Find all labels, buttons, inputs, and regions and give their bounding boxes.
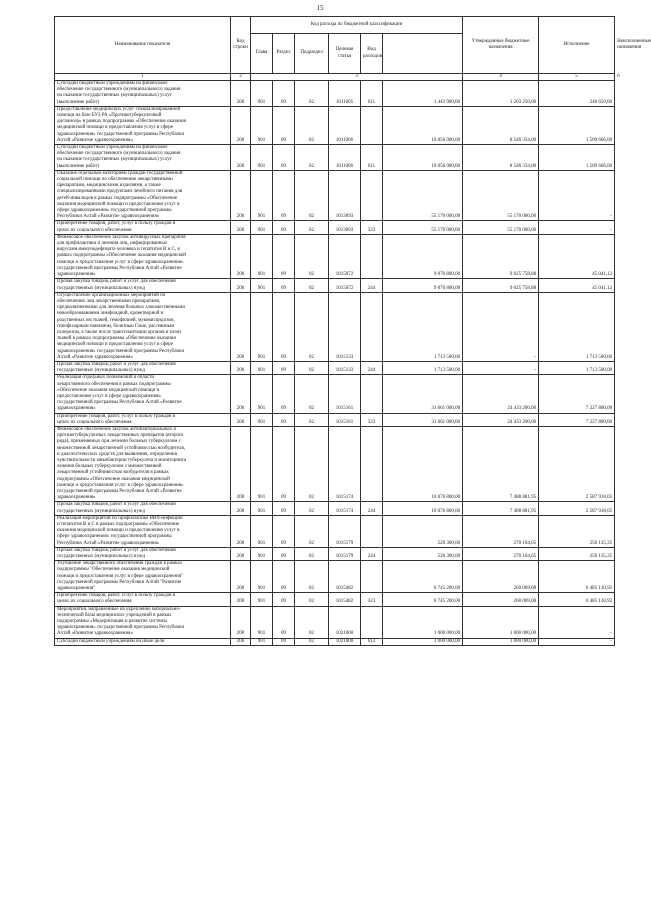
row-unexecuted: 45 041,12 [539,279,615,292]
row-name: Финансовое обеспечение закупок антивирусных препаратов для профилактики и лечения лиц, инфицированных вирусами иммунодефицита человека и гепатитов В и С, в рамках подпрограммы «Обеспечение оказания медицинской помощи и предоставления услуг в сфере здравоохранения» государственной программы Республики Алтай «Развитие здравоохранения» [55,234,231,278]
row-execution: 7 488 881,95 [463,502,539,515]
row-razdel: 09 [273,547,295,560]
row-unexecuted: 1 509 666,00 [539,145,615,171]
row-code: 200 [231,81,251,107]
row-execution: 8 546 334,00 [463,106,539,144]
table-row [55,234,615,278]
table-row [55,515,615,547]
row-code: 200 [231,502,251,515]
row-razdel: 09 [273,170,295,221]
row-execution: 7 488 881,95 [463,426,539,501]
row-code: 200 [231,547,251,560]
row-name: Субсидии бюджетным учреждениям на финансовое обеспечение государственного (муниципального) задания на оказание государственных (муниципальных) услуг (выполнение работ) [55,145,231,171]
row-code: 200 [231,426,251,501]
row-vid: 244 [361,502,383,515]
row-podrazdel: 02 [295,426,329,501]
row-vid: 611 [361,145,383,171]
row-unexecuted: - [539,221,615,234]
row-code: 200 [231,593,251,606]
table-row [55,547,615,560]
header-name: Наименование показателя [55,17,231,74]
row-vid: 612 [361,638,383,645]
row-target: 1015161 [329,413,361,426]
row-podrazdel: 02 [295,375,329,413]
header-razdel: Раздел [273,34,295,74]
row-approved: 31 661 000,00 [383,375,463,413]
row-unexecuted: 6 485 130,92 [539,593,615,606]
row-code: 200 [231,221,251,234]
row-code: 200 [231,561,251,593]
header-row-code: Код строки [231,17,251,74]
row-glava: 901 [251,413,273,426]
row-vid [361,234,383,278]
row-podrazdel: 02 [295,502,329,515]
row-razdel: 09 [273,234,295,278]
row-approved: 55 170 000,00 [383,221,463,234]
row-podrazdel: 02 [295,413,329,426]
row-execution: 270 164,65 [463,515,539,547]
row-code: 200 [231,170,251,221]
row-approved: 31 661 000,00 [383,413,463,426]
row-glava: 901 [251,292,273,361]
row-vid [361,561,383,593]
row-approved: 1 713 500,00 [383,292,463,361]
row-podrazdel: 02 [295,145,329,171]
table-row [55,561,615,593]
row-vid [361,170,383,221]
header-budget-code: Код расхода по бюджетной классификации [251,17,463,34]
row-podrazdel: 02 [295,547,329,560]
row-vid: 244 [361,361,383,374]
table-row [55,638,615,645]
row-glava: 901 [251,502,273,515]
row-execution: 1 000 000,00 [463,638,539,645]
row-approved: 10 076 800,00 [383,426,463,501]
row-execution: 8 546 334,00 [463,145,539,171]
row-podrazdel: 02 [295,561,329,593]
row-target: 1015133 [329,361,361,374]
row-podrazdel: 02 [295,292,329,361]
row-unexecuted: - [539,638,615,645]
row-razdel: 09 [273,515,295,547]
table-row [55,606,615,638]
row-glava: 901 [251,279,273,292]
row-target: 1015482 [329,561,361,593]
row-code: 200 [231,375,251,413]
row-vid: 611 [361,81,383,107]
row-razdel: 09 [273,638,295,645]
row-vid [361,606,383,638]
row-approved: 1 443 900,00 [383,81,463,107]
row-vid [361,426,383,501]
row-approved: 10 076 800,00 [383,502,463,515]
table-row [55,375,615,413]
header-vid: Вид расходов [361,34,383,74]
row-name: Субсидии бюджетным учреждениям на финансовое обеспечение государственного (муниципального) задания на оказание государственных (муниципальных) услуг (выполнение работ) [55,81,231,107]
row-approved: 1 000 000,00 [383,606,463,638]
row-razdel: 09 [273,361,295,374]
row-vid [361,375,383,413]
row-podrazdel: 02 [295,170,329,221]
row-name: Реализация отдельных полномочий в области лекарственного обеспечения в рамках подпрограммы «Обеспечение оказания медицинской помощи и предоставления услуг в сфере здравоохранения» государственной программы Республики Алтай «Развитие здравоохранения» [55,375,231,413]
row-target: 1011006 [329,106,361,144]
row-podrazdel: 02 [295,106,329,144]
row-vid: 244 [361,547,383,560]
row-execution: 1 203 250,00 [463,81,539,107]
row-name: Приобретение товаров, работ, услуг в пользу граждан в целях их социального обеспечения [55,221,231,234]
table-row [55,106,615,144]
header-target: Целевая статья [329,34,361,74]
header-execution: Исполнение [539,17,615,74]
row-unexecuted: 7 227 800,00 [539,375,615,413]
row-glava: 901 [251,170,273,221]
table-row [55,145,615,171]
row-code: 200 [231,638,251,645]
row-razdel: 09 [273,561,295,593]
row-name: Мероприятия, направленные на укрепление материально- технической базы медицинских учреждений в рамках подпрограммы «Модернизация и развитие системы здравоохранения» государственной программы Республики Алтай «Развитие здравоохранения» [55,606,231,638]
row-razdel: 09 [273,593,295,606]
table-row [55,221,615,234]
row-podrazdel: 02 [295,515,329,547]
row-name: Прочая закупка товаров, работ и услуг для обеспечения государственных (муниципальных) нужд [55,361,231,374]
row-execution: - [463,361,539,374]
row-podrazdel: 02 [295,279,329,292]
row-glava: 901 [251,638,273,645]
row-vid: 323 [361,413,383,426]
row-glava: 901 [251,606,273,638]
col-number: 4 [463,74,539,81]
row-execution: 1 000 000,00 [463,606,539,638]
row-code: 200 [231,413,251,426]
row-unexecuted: 2 587 918,05 [539,426,615,501]
row-target: 1015482 [329,593,361,606]
row-unexecuted: 45 041,12 [539,234,615,278]
header-podrazdel: Подраздел [295,34,329,74]
row-code: 200 [231,279,251,292]
row-target: 1015161 [329,375,361,413]
col-number: 2 [231,74,251,81]
row-target: 1011005 [329,81,361,107]
row-approved: 55 170 000,00 [383,170,463,221]
row-code: 200 [231,292,251,361]
row-execution: 24 433 200,00 [463,413,539,426]
row-code: 200 [231,234,251,278]
row-razdel: 09 [273,106,295,144]
row-razdel: 09 [273,502,295,515]
row-glava: 901 [251,515,273,547]
row-name: Приобретение товаров, работ, услуг в пользу граждан в целях их социального обеспечения [55,413,231,426]
row-approved: 6 745 200,00 [383,593,463,606]
row-glava: 901 [251,593,273,606]
row-target: 1021000 [329,606,361,638]
row-glava: 901 [251,547,273,560]
row-name: Оказание отдельным категориям граждан государственной социальной помощи по обеспечению лекарственными препаратами, медицинскими изделиями, а также специализированными продуктами лечебного питания для детей-инвалидов в рамках подпрограммы «Обеспечение оказания медицинской помощи и предоставления услуг в сфере здравоохранения» государственной программы Республики Алтай «Развитие здравоохранения» [55,170,231,221]
table-row [55,279,615,292]
row-podrazdel: 02 [295,606,329,638]
row-approved: 9 070 800,00 [383,234,463,278]
row-vid [361,515,383,547]
row-vid: 323 [361,593,383,606]
table-row [55,361,615,374]
row-execution: - [463,292,539,361]
row-podrazdel: 02 [295,638,329,645]
row-target: 1011006 [329,145,361,171]
row-execution: 270 164,65 [463,547,539,560]
row-code: 200 [231,106,251,144]
row-name: Реализация мероприятий по профилактике ВИЧ-инфекции и гепатитов В и С в рамках подпрограммы «Обеспечение оказания медицинской помощи и предоставления услуг в сфере здравоохранения» государственной программы Республики Алтай «Развитие здравоохранения» [55,515,231,547]
row-unexecuted: 240 650,00 [539,81,615,107]
col-number: 3 [251,74,463,81]
row-target: 1015072 [329,279,361,292]
row-name: Прочая закупка товаров, работ и услуг для обеспечения государственных (муниципальных) нужд [55,279,231,292]
row-name: Осуществление организационных мероприятий по обеспечению лиц лекарственными препаратами, предназначенными для лечения больных злокачественными новообразованиями лимфоидной, кроветворной и родственных им тканей, гемофилией, муковисцидозом, гипофизарным нанизмом, болезнью Гоше, рассеянным склерозом, а также после трансплантации органов и (или) тканей в рамках подпрограммы «Обеспечение оказания медицинской помощи и предоставления услуг в сфере здравоохранения» государственной программы Республики Алтай «Развитие здравоохранения» [55,292,231,361]
table-row [55,502,615,515]
row-vid: 323 [361,221,383,234]
row-razdel: 09 [273,292,295,361]
budget-execution-table: Наименование показателя Код строки Код расхода по бюджетной классификации Утвержденные бюджетные назначения Исполнение Неисполненные назначения Глава Раздел Подраздел Целевая статья Вид расходов 1 2 3 4 5 6 Субсидии бюджетным учреждениям на финансовое обеспечение государственного (муниципального) задания на оказание государственных (муниципальных) услуг (выполнение работ) 200 901 09 02 1011005 611 1 443 900,00 1 203 250,00 240 650,00 Предоставление медицинских услуг специализированной помощи на базе БУЗ РА «Противотуберкулезный диспансер» в рамках подпрограммы «Обеспечение оказания медицинской помощи и предоставления услуг в сфере здравоохранения» государственной программы Республики Алтай «Развитие здравоохранения» 200 901 09 02 1011006 10 056 000,00 8 546 334,00 1 509 666,00 Субсидии бюджетным учреждениям на финансовое обеспечение государственного (муниципального) задания на оказание государственных (муниципальных) услуг (выполнение работ) 200 901 09 02 1011006 611 10 056 000,00 8 546 334,00 1 509 666,00 Оказание отдельным категориям граждан государственной социальной помощи по обеспечению лекарственными препаратами, медицинскими изделиями, а также специализированными продуктами лечебного питания для детей-инвалидов в рамках подпрограммы «Обеспечение оказания медицинской помощи и предоставления услуг в сфере здравоохранения» государственной программы Республики Алтай «Развитие здравоохранения» 200 901 09 02 1013093 55 170 000,00 55 170 000,00 - Приобретение товаров, работ, услуг в пользу граждан в целях их социального обеспечения 200 901 09 02 1013093 323 55 170 000,00 55 170 000,00 - Финансовое обеспечение закупок антивирусных препаратов для профилактики и лечения лиц, инфицированных вирусами иммунодефицита человека и гепатитов В и С, в рамках подпрограммы «Обеспечение оказания медицинской помощи и предоставления услуг в сфере здравоохранения» государственной программы Республики Алтай «Развитие здравоохранения» 200 901 09 02 1015072 9 070 800,00 9 025 758,88 45 041,12 Прочая закупка товаров, работ и услуг для обеспечения государственных (муниципальных) нужд 200 901 09 02 1015072 244 9 070 800,00 9 025 758,88 45 041,12 Осуществление организационных мероприятий по обеспечению лиц лекарственными препаратами, предназначенными для лечения больных злокачественными новообразованиями лимфоидной, кроветворной и родственных им тканей, гемофилией, муковисцидозом, гипофизарным нанизмом, болезнью Гоше, рассеянным склерозом, а также после трансплантации органов и (или) тканей в рамках подпрограммы «Обеспечение оказания медицинской помощи и предоставления услуг в сфере здравоохранения» государственной программы Республики Алтай «Развитие здравоохранения» 200 901 09 02 1015133 1 713 500,00 - 1 713 500,00 Прочая закупка товаров, работ и услуг для обеспечения государственных (муниципальных) нужд 200 901 09 02 1015133 244 1 713 500,00 - 1 713 500,00 Реализация отдельных полномочий в области лекарственного обеспечения в рамках подпрограммы «Обеспечение оказания медицинской помощи и предоставления услуг в сфере здравоохранения» государственной программы Республики Алтай «Развитие здравоохранения» 200 901 09 02 1015161 31 661 000,00 24 433 200,00 7 227 800,00 Приобретение товаров, работ, услуг в пользу граждан в целях их социального обеспечения 200 901 09 02 1015161 323 31 661 000,00 24 433 200,00 7 227 800,00 Финансовое обеспечение закупок антибактериальных и противотуберкулезных лекарственных препаратов (второго ряда), применяемых при лечении больных туберкулезом с множественной лекарственной устойчивостью возбудителя, и диагностических средств для выявления, определения чувствительности микобактерии туберкулеза и мониторинга лечения больных туберкулезом с множественной лекарственной устойчивостью возбудителя в рамках подпрограммы «Обеспечение оказания медицинской помощи и предоставления услуг в сфере здравоохранения» государственной программы Республики Алтай «Развитие здравоохранения» 200 901 09 02 1015174 10 076 800,00 7 488 881,95 2 587 918,05 Прочая закупка товаров, работ и услуг для обеспечения государственных (муниципальных) нужд 200 901 09 02 1015174 244 10 076 800,00 7 488 881,95 2 587 918,05 Реализация мероприятий по профилактике ВИЧ-инфекции и гепатитов В и С в рамках подпрограммы «Обеспечение оказания медицинской помощи и предоставления услуг в сфере здравоохранения» государственной программы Республики Алтай «Развитие здравоохранения» 200 901 09 02 1015179 520 300,00 270 164,65 250 135,35 Прочая закупка товаров, работ и услуг для обеспечения государственных (муниципальных) нужд 200 901 09 02 1015179 244 520 300,00 270 164,65 250 135,35 Улучшение лекарственного обеспечения граждан в рамках подпрограммы "Обеспечение оказания медицинской помощи и предоставления услуг в сфере здравоохранения" государственной программы Республики Алтай "Развитие здравоохранения" 200 901 09 02 1015482 6 745 200,00 260 069,08 6 485 130,92 Приобретение товаров, работ, услуг в пользу граждан в целях их социального обеспечения 200 901 09 02 1015482 323 6 745 200,00 260 069,08 6 485 130,92 Мероприятия, направленные на укрепление материально- технической базы медицинских учреждений в рамках подпрограммы «Модернизация и развитие системы здравоохранения» государственной программы Республики Алтай «Развитие здравоохранения» 200 901 09 02 1021000 1 000 000,00 1 000 000,00 - Субсидии бюджетным учреждениям на иные цели 200 901 09 02 1021000 612 1 000 000,00 1 000 000,00 - [54,16,615,646]
row-target: 1013093 [329,170,361,221]
row-code: 200 [231,361,251,374]
row-glava: 901 [251,426,273,501]
table-row [55,81,615,107]
row-glava: 901 [251,361,273,374]
row-code: 200 [231,515,251,547]
row-name: Прочая закупка товаров, работ и услуг для обеспечения государственных (муниципальных) нужд [55,502,231,515]
table-row [55,292,615,361]
row-name: Финансовое обеспечение закупок антибактериальных и противотуберкулезных лекарственных препаратов (второго ряда), применяемых при лечении больных туберкулезом с множественной лекарственной устойчивостью возбудителя, и диагностических средств для выявления, определения чувствительности микобактерии туберкулеза и мониторинга лечения больных туберкулезом с множественной лекарственной устойчивостью возбудителя в рамках подпрограммы «Обеспечение оказания медицинской помощи и предоставления услуг в сфере здравоохранения» государственной программы Республики Алтай «Развитие здравоохранения» [55,426,231,501]
row-target: 1015133 [329,292,361,361]
row-target: 1015179 [329,547,361,560]
row-glava: 901 [251,145,273,171]
row-unexecuted: 250 135,35 [539,547,615,560]
row-razdel: 09 [273,426,295,501]
row-unexecuted: 7 227 800,00 [539,413,615,426]
row-glava: 901 [251,234,273,278]
row-glava: 901 [251,106,273,144]
row-execution: 9 025 758,88 [463,279,539,292]
header-glava: Глава [251,34,273,74]
row-podrazdel: 02 [295,221,329,234]
row-code: 200 [231,145,251,171]
row-name: Улучшение лекарственного обеспечения граждан в рамках подпрограммы "Обеспечение оказания медицинской помощи и предоставления услуг в сфере здравоохранения" государственной программы Республики Алтай "Развитие здравоохранения" [55,561,231,593]
table-row [55,413,615,426]
row-approved: 9 070 800,00 [383,279,463,292]
row-razdel: 09 [273,221,295,234]
row-name: Предоставление медицинских услуг специализированной помощи на базе БУЗ РА «Противотуберкулезный диспансер» в рамках подпрограммы «Обеспечение оказания медицинской помощи и предоставления услуг в сфере здравоохранения» государственной программы Республики Алтай «Развитие здравоохранения» [55,106,231,144]
row-execution: 55 170 000,00 [463,221,539,234]
col-number: 1 [55,74,231,81]
row-name: Прочая закупка товаров, работ и услуг для обеспечения государственных (муниципальных) нужд [55,547,231,560]
row-podrazdel: 02 [295,234,329,278]
page-number: 15 [316,4,324,12]
row-unexecuted: 1 509 666,00 [539,106,615,144]
row-target: 1013093 [329,221,361,234]
row-razdel: 09 [273,606,295,638]
row-code: 200 [231,606,251,638]
row-execution: 260 069,08 [463,593,539,606]
row-approved: 1 713 500,00 [383,361,463,374]
row-approved: 10 056 000,00 [383,145,463,171]
row-unexecuted: 6 485 130,92 [539,561,615,593]
row-execution: 24 433 200,00 [463,375,539,413]
row-approved: 10 056 000,00 [383,106,463,144]
row-podrazdel: 02 [295,361,329,374]
row-glava: 901 [251,561,273,593]
row-podrazdel: 02 [295,81,329,107]
row-approved: 520 300,00 [383,547,463,560]
row-target: 1015179 [329,515,361,547]
row-approved: 520 300,00 [383,515,463,547]
row-unexecuted: 250 135,35 [539,515,615,547]
row-unexecuted: - [539,606,615,638]
row-target: 1015174 [329,426,361,501]
header-approved: Утвержденные бюджетные назначения [463,17,539,74]
table-row [55,170,615,221]
table-row [55,593,615,606]
row-vid [361,292,383,361]
row-glava: 901 [251,375,273,413]
row-vid [361,106,383,144]
row-execution: 260 069,08 [463,561,539,593]
row-unexecuted: 1 713 500,00 [539,361,615,374]
row-target: 1015072 [329,234,361,278]
row-approved: 1 000 000,00 [383,638,463,645]
row-razdel: 09 [273,375,295,413]
row-razdel: 09 [273,413,295,426]
row-execution: 55 170 000,00 [463,170,539,221]
row-unexecuted: - [539,170,615,221]
row-podrazdel: 02 [295,593,329,606]
row-unexecuted: 1 713 500,00 [539,292,615,361]
table-row [55,426,615,501]
row-target: 1015174 [329,502,361,515]
row-razdel: 09 [273,81,295,107]
row-glava: 901 [251,81,273,107]
row-target: 1021000 [329,638,361,645]
row-vid: 244 [361,279,383,292]
table-body [55,81,615,646]
row-approved: 6 745 200,00 [383,561,463,593]
row-execution: 9 025 758,88 [463,234,539,278]
row-glava: 901 [251,221,273,234]
row-unexecuted: 2 587 918,05 [539,502,615,515]
row-razdel: 09 [273,279,295,292]
col-number: 5 [539,74,615,81]
row-name: Приобретение товаров, работ, услуг в пользу граждан в целях их социального обеспечения [55,593,231,606]
row-razdel: 09 [273,145,295,171]
row-name: Субсидии бюджетным учреждениям на иные цели [55,638,231,645]
